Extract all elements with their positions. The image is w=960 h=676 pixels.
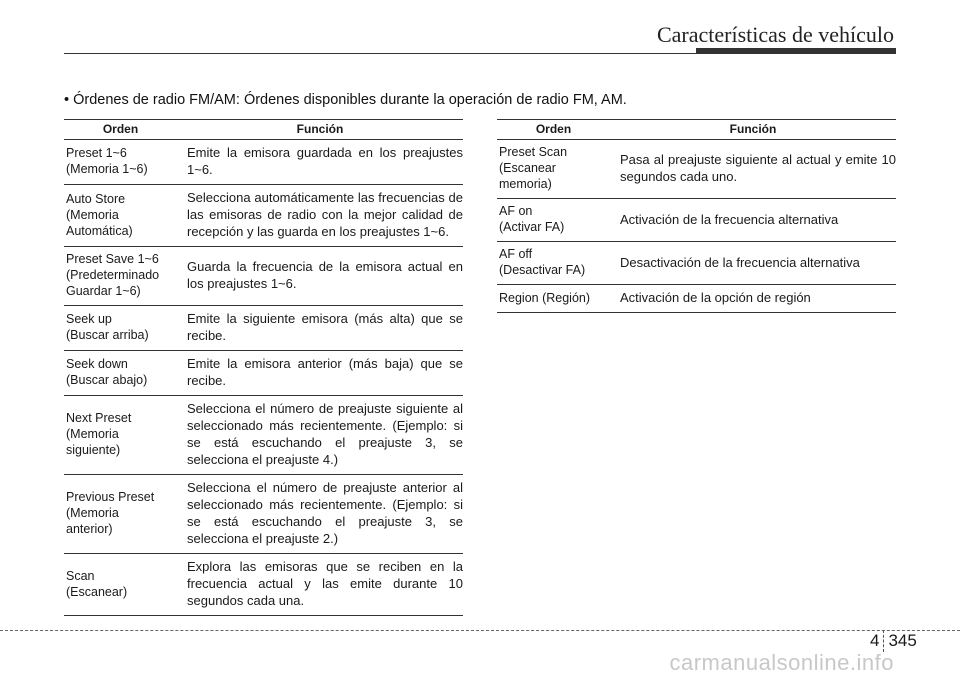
command-name: AF off (Desactivar FA): [497, 242, 610, 285]
command-function: Pasa al preajuste siguiente al actual y emite 10 segundos cada uno.: [610, 140, 896, 199]
page-number-separator: [883, 630, 884, 652]
intro-text: • Órdenes de radio FM/AM: Órdenes disponibles durante la operación de radio FM, AM.: [64, 92, 627, 108]
command-name: Auto Store (Memoria Automática): [64, 185, 177, 247]
command-name: AF on (Activar FA): [497, 199, 610, 242]
command-function: Emite la emisora anterior (más baja) que se recibe.: [177, 351, 463, 396]
command-function: Explora las emisoras que se reciben en la frecuencia actual y las emite durante 10 segundos cada una.: [177, 554, 463, 616]
table-row: [497, 285, 896, 313]
command-function: Desactivación de la frecuencia alternativa: [610, 242, 896, 285]
table-row: [497, 140, 896, 199]
command-function: Emite la emisora guardada en los preajustes 1~6.: [177, 140, 463, 185]
command-function: Selecciona el número de preajuste siguiente al seleccionado más recientemente. (Ejemplo: si se está escuchando el preajuste 3, se selecciona el preajuste 4.): [177, 396, 463, 475]
command-function: Selecciona automáticamente las frecuencias de las emisoras de radio con la mejor calidad de recepción y las guarda en los preajustes 1~6.: [177, 185, 463, 247]
table-row: [64, 247, 463, 306]
command-function: Activación de la opción de región: [610, 285, 896, 313]
section-title: Características de vehículo: [656, 22, 894, 47]
table-row: [64, 475, 463, 554]
chapter-number: 4: [870, 631, 880, 650]
table-row: [64, 351, 463, 396]
watermark: carmanualsonline.info: [669, 650, 894, 675]
column-header-funcion: Función: [177, 120, 463, 140]
command-name: Previous Preset (Memoria anterior): [64, 475, 177, 554]
page-number: [870, 630, 917, 652]
column-header-funcion: Función: [610, 120, 896, 140]
command-function: Selecciona el número de preajuste anterior al seleccionado más recientemente. (Ejemplo: si se está escuchando el preajuste 3, se selecciona el preajuste 2.): [177, 475, 463, 554]
command-name: Region (Región): [497, 285, 610, 313]
command-name: Preset Scan (Escanear memoria): [497, 140, 610, 199]
command-function: Activación de la frecuencia alternativa: [610, 199, 896, 242]
command-name: Next Preset (Memoria siguiente): [64, 396, 177, 475]
footer-dashed-rule: [0, 630, 960, 631]
column-header-orden: Orden: [497, 120, 610, 140]
command-name: Preset Save 1~6 (Predeterminado Guardar 1~6): [64, 247, 177, 306]
command-name: Seek up (Buscar arriba): [64, 306, 177, 351]
table-header-row: [497, 120, 896, 140]
table-header-row: [64, 120, 463, 140]
command-function: Guarda la frecuencia de la emisora actual en los preajustes 1~6.: [177, 247, 463, 306]
table-row: [64, 306, 463, 351]
column-header-orden: Orden: [64, 120, 177, 140]
table-row: [64, 396, 463, 475]
command-name: Preset 1~6 (Memoria 1~6): [64, 140, 177, 185]
table-row: [64, 140, 463, 185]
commands-table-left: [64, 119, 463, 616]
command-function: Emite la siguiente emisora (más alta) que se recibe.: [177, 306, 463, 351]
commands-table-right: [497, 119, 896, 313]
table-row: [497, 242, 896, 285]
table-row: [64, 185, 463, 247]
command-name: Seek down (Buscar abajo): [64, 351, 177, 396]
page-number-value: 345: [888, 631, 917, 650]
table-row: [64, 554, 463, 616]
command-name: Scan (Escanear): [64, 554, 177, 616]
header-rule-accent: [696, 48, 896, 54]
table-row: [497, 199, 896, 242]
